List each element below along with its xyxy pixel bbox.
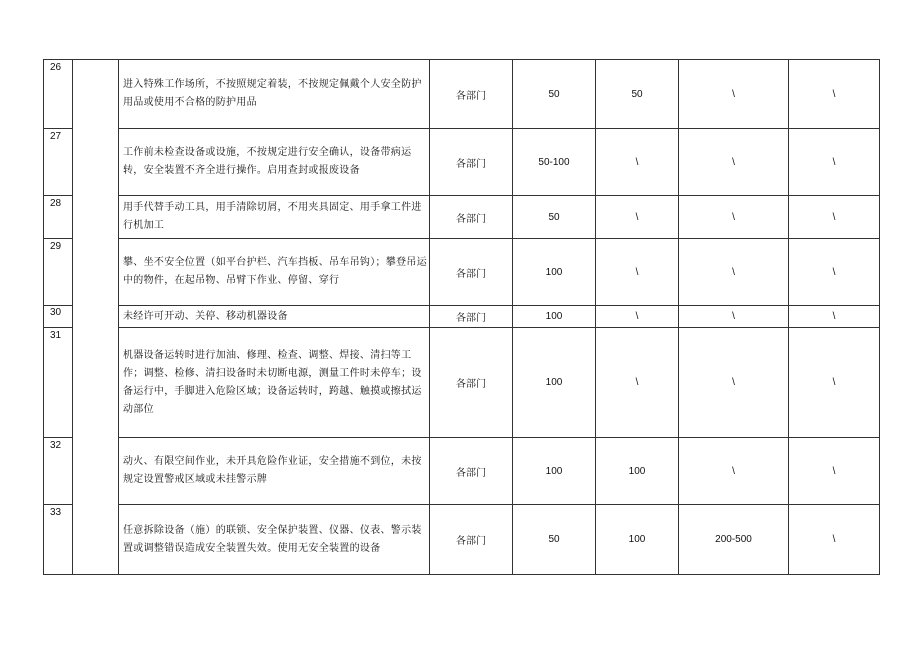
value-cell-4: \	[789, 60, 880, 129]
row-number: 32	[44, 438, 73, 505]
department-cell: 各部门	[430, 60, 513, 129]
value-cell-1: 100	[513, 239, 596, 306]
value-cell-2: \	[596, 196, 679, 239]
table-row	[44, 239, 880, 306]
value-cell-2: \	[596, 328, 679, 438]
description-cell: 动火、有限空间作业，未开具危险作业证，安全措施不到位，未按规定设置警戒区域或未挂警示牌	[119, 438, 430, 505]
table-row	[44, 129, 880, 196]
description-cell: 进入特殊工作场所，不按照规定着装，不按规定佩戴个人安全防护用品或使用不合格的防护用品	[119, 60, 430, 129]
department-cell: 各部门	[430, 328, 513, 438]
penalty-table	[43, 59, 880, 575]
value-cell-4: \	[789, 239, 880, 306]
value-cell-1: 100	[513, 438, 596, 505]
value-cell-3: \	[679, 60, 789, 129]
table-row	[44, 60, 880, 129]
description-cell: 未经许可开动、关停、移动机器设备	[119, 306, 430, 328]
row-number: 27	[44, 129, 73, 196]
value-cell-4: \	[789, 438, 880, 505]
value-cell-1: 50	[513, 60, 596, 129]
value-cell-3: \	[679, 438, 789, 505]
value-cell-4: \	[789, 505, 880, 575]
row-number: 28	[44, 196, 73, 239]
table-row	[44, 196, 880, 239]
value-cell-1: 50	[513, 505, 596, 575]
value-cell-4: \	[789, 129, 880, 196]
value-cell-1: 50-100	[513, 129, 596, 196]
value-cell-4: \	[789, 196, 880, 239]
table-row	[44, 328, 880, 438]
description-cell: 用手代替手动工具，用手清除切屑，不用夹具固定、用手拿工件进行机加工	[119, 196, 430, 239]
value-cell-1: 100	[513, 306, 596, 328]
department-cell: 各部门	[430, 306, 513, 328]
description-cell: 工作前未检查设备或设施，不按规定进行安全确认，设备带病运转，安全装置不齐全进行操作。启用查封或报废设备	[119, 129, 430, 196]
value-cell-3: \	[679, 239, 789, 306]
value-cell-3: 200-500	[679, 505, 789, 575]
table-row	[44, 505, 880, 575]
department-cell: 各部门	[430, 239, 513, 306]
department-cell: 各部门	[430, 438, 513, 505]
row-number: 29	[44, 239, 73, 306]
row-number: 30	[44, 306, 73, 328]
value-cell-4: \	[789, 306, 880, 328]
table-row	[44, 438, 880, 505]
value-cell-1: 100	[513, 328, 596, 438]
value-cell-3: \	[679, 306, 789, 328]
description-cell: 机器设备运转时进行加油、修理、检查、调整、焊接、清扫等工作；调整、检修、清扫设备时未切断电源，测量工件时未停车；设备运行中，手脚进入危险区域；设备运转时，跨越、触摸或擦拭运动部位	[119, 328, 430, 438]
value-cell-1: 50	[513, 196, 596, 239]
description-cell: 攀、坐不安全位置（如平台护栏、汽车挡板、吊车吊钩）；攀登吊运中的物件，在起吊物、吊臂下作业、停留、穿行	[119, 239, 430, 306]
value-cell-2: \	[596, 129, 679, 196]
value-cell-3: \	[679, 196, 789, 239]
row-number: 31	[44, 328, 73, 438]
row-number: 33	[44, 505, 73, 575]
category-cell	[73, 60, 119, 575]
department-cell: 各部门	[430, 196, 513, 239]
value-cell-4: \	[789, 328, 880, 438]
value-cell-3: \	[679, 328, 789, 438]
value-cell-2: \	[596, 306, 679, 328]
table-row	[44, 306, 880, 328]
description-cell: 任意拆除设备（施）的联锁、安全保护装置、仪器、仪表、警示装置或调整错误造成安全装置失效。使用无安全装置的设备	[119, 505, 430, 575]
department-cell: 各部门	[430, 505, 513, 575]
value-cell-2: 100	[596, 505, 679, 575]
value-cell-2: 100	[596, 438, 679, 505]
row-number: 26	[44, 60, 73, 129]
value-cell-2: 50	[596, 60, 679, 129]
value-cell-3: \	[679, 129, 789, 196]
department-cell: 各部门	[430, 129, 513, 196]
value-cell-2: \	[596, 239, 679, 306]
